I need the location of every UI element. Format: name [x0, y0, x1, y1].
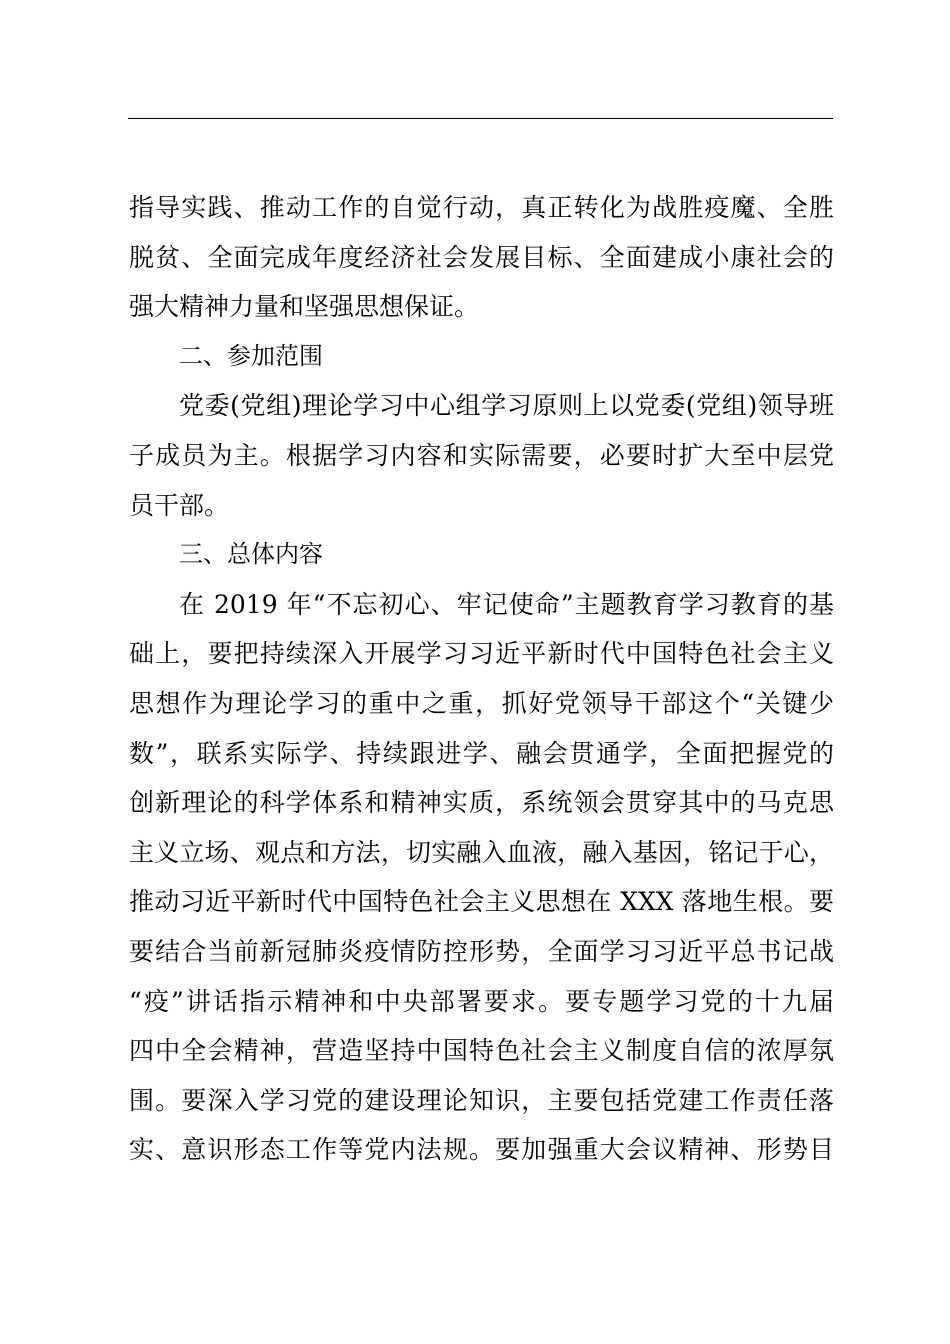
paragraph-line: 创新理论的科学体系和精神实质，系统领会贯穿其中的马克思 [129, 788, 834, 818]
paragraph-line: 强大精神力量和坚强思想保证。 [129, 292, 480, 322]
header-rule [128, 118, 833, 119]
paragraph-line: “疫”讲话指示精神和中央部署要求。要专题学习党的十九届 [129, 986, 834, 1016]
paragraph-line: 在 2019 年“不忘初心、牢记使命”主题教育学习教育的基 [179, 589, 834, 619]
section-heading: 三、总体内容 [179, 540, 323, 569]
paragraph-line: 党委(党组)理论学习中心组学习原则上以党委(党组)领导班 [179, 391, 834, 421]
paragraph-line: 子成员为主。根据学习内容和实际需要，必要时扩大至中层党 [129, 440, 834, 470]
paragraph-line: 实、意识形态工作等党内法规。要加强重大会议精神、形势目 [129, 1135, 834, 1165]
document-body [129, 183, 834, 1175]
paragraph-line: 指导实践、推动工作的自觉行动，真正转化为战胜疫魔、全胜 [129, 193, 834, 222]
paragraph-line: 数”，联系实际学、持续跟进学、融会贯通学，全面把握党的 [129, 738, 834, 768]
paragraph-line: 员干部。 [129, 490, 230, 520]
paragraph-line: 思想作为理论学习的重中之重，抓好党领导干部这个“关键少 [129, 688, 834, 718]
paragraph-line: 脱贫、全面完成年度经济社会发展目标、全面建成小康社会的 [129, 242, 834, 272]
section-heading: 二、参加范围 [179, 341, 323, 370]
paragraph-line: 四中全会精神，营造坚持中国特色社会主义制度自信的浓厚氛 [129, 1036, 834, 1066]
paragraph-line: 础上，要把持续深入开展学习习近平新时代中国特色社会主义 [129, 639, 834, 669]
paragraph-line: 围。要深入学习党的建设理论知识，主要包括党建工作责任落 [129, 1085, 834, 1115]
paragraph-line: 推动习近平新时代中国特色社会主义思想在 XXX 落地生根。要 [129, 887, 834, 917]
paragraph-line: 主义立场、观点和方法，切实融入血液，融入基因，铭记于心， [129, 837, 834, 867]
paragraph-line: 要结合当前新冠肺炎疫情防控形势，全面学习习近平总书记战 [129, 936, 834, 966]
